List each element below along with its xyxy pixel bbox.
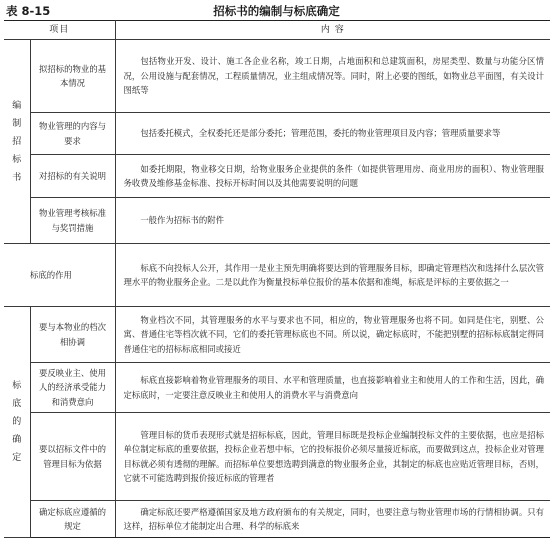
group-label-bid-document: 编制招标书 (4, 40, 30, 244)
table-row (4, 198, 550, 244)
header-content: 内 容 (115, 21, 550, 40)
row-item: 要与本物业的档次相协调 (30, 307, 115, 363)
row-content: 管理目标的货币表现形式就是招标标底，因此，管理目标既是投标企业编制投标文件的主要依据，也应是招标单位制定标底的重要依据，投标企业若想中标，它的投标报价必须尽量接近标底，而要做到这点，投标企业对管理目标就必须有透彻的理解。而招标单位要想选聘到满意的物业服务企业，其制定的标底也应贴近管理目标，否则，它就不可能选聘到报价接近标底的管理者 (115, 413, 550, 501)
group-label-bid-base-determination: 标底的确定 (4, 307, 30, 538)
table-number: 表 8-15 (6, 4, 51, 18)
row-content: 包括物业开发、设计、施工各企业名称，竣工日期，占地面积和总建筑面积，房屋类型、数量与功能分区情况，公用设施与配套情况，工程质量情况，业主组成情况等。同时，附上必要的图纸，如物业总平面图，有关设计图纸等 (115, 40, 550, 113)
table-row (4, 307, 550, 363)
table-row (4, 244, 550, 307)
row-item: 确定标底应遵循的规定 (30, 501, 115, 538)
table-row (4, 501, 550, 538)
row-content: 一般作为招标书的附件 (115, 198, 550, 244)
table-row (4, 155, 550, 198)
row-item: 对招标的有关说明 (30, 155, 115, 198)
row-item: 要以招标文件中的管理目标为依据 (30, 413, 115, 501)
table-row (4, 363, 550, 413)
row-item: 要反映业主、使用人的经济承受能力和消费意向 (30, 363, 115, 413)
row-content: 如委托期限，物业移交日期，给物业服务企业提供的条件（如提供管理用房、商业用房的面积）、物业管理服务收费及维修基金标准、投标开标时间以及其他需要说明的问题 (115, 155, 550, 198)
row-content: 物业档次不同，其管理服务的水平与要求也不同，相应的，物业管理服务也将不同。如同是住宅，别墅、公寓、普通住宅等档次就不同，它们的委托管理标底也不同。所以说，确定标底时，不能把别墅的招标标底制定得同普通住宅的招标标底相同或接近 (115, 307, 550, 363)
table-row (4, 113, 550, 155)
row-item: 物业管理的内容与要求 (30, 113, 115, 155)
header-row (4, 21, 550, 40)
table-row (4, 40, 550, 113)
table-caption (0, 0, 553, 20)
group-label-bid-base-purpose: 标底的作用 (4, 244, 115, 307)
bid-document-table (4, 20, 550, 538)
row-content: 包括委托模式，全权委托还是部分委托；管理范围，委托的物业管理项目及内容；管理质量要求等 (115, 113, 550, 155)
header-item: 项目 (4, 21, 115, 40)
row-content: 确定标底还要严格遵循国家及地方政府颁布的有关规定，同时，也要注意与物业管理市场的行情相协调。只有这样，招标单位才能制定出合理、科学的标底来 (115, 501, 550, 538)
row-item: 物业管理考核标准与奖罚措施 (30, 198, 115, 244)
table-title: 招标书的编制与标底确定 (213, 4, 340, 18)
table-row (4, 413, 550, 501)
row-content: 标底不向投标人公开，其作用一是业主预先明确将要达到的管理服务目标，即确定管理档次和选择什么层次管理水平的物业服务企业。二是以此作为衡量投标单位报价的基本依据和准绳，标底是评标的主要依据之一 (115, 244, 550, 307)
row-item: 拟招标的物业的基本情况 (30, 40, 115, 113)
row-content: 标底直接影响着物业管理服务的项目、水平和管理质量，也直接影响着业主和使用人的工作和生活，因此，确定标底时，一定要注意反映业主和使用人的消费水平与消费意向 (115, 363, 550, 413)
